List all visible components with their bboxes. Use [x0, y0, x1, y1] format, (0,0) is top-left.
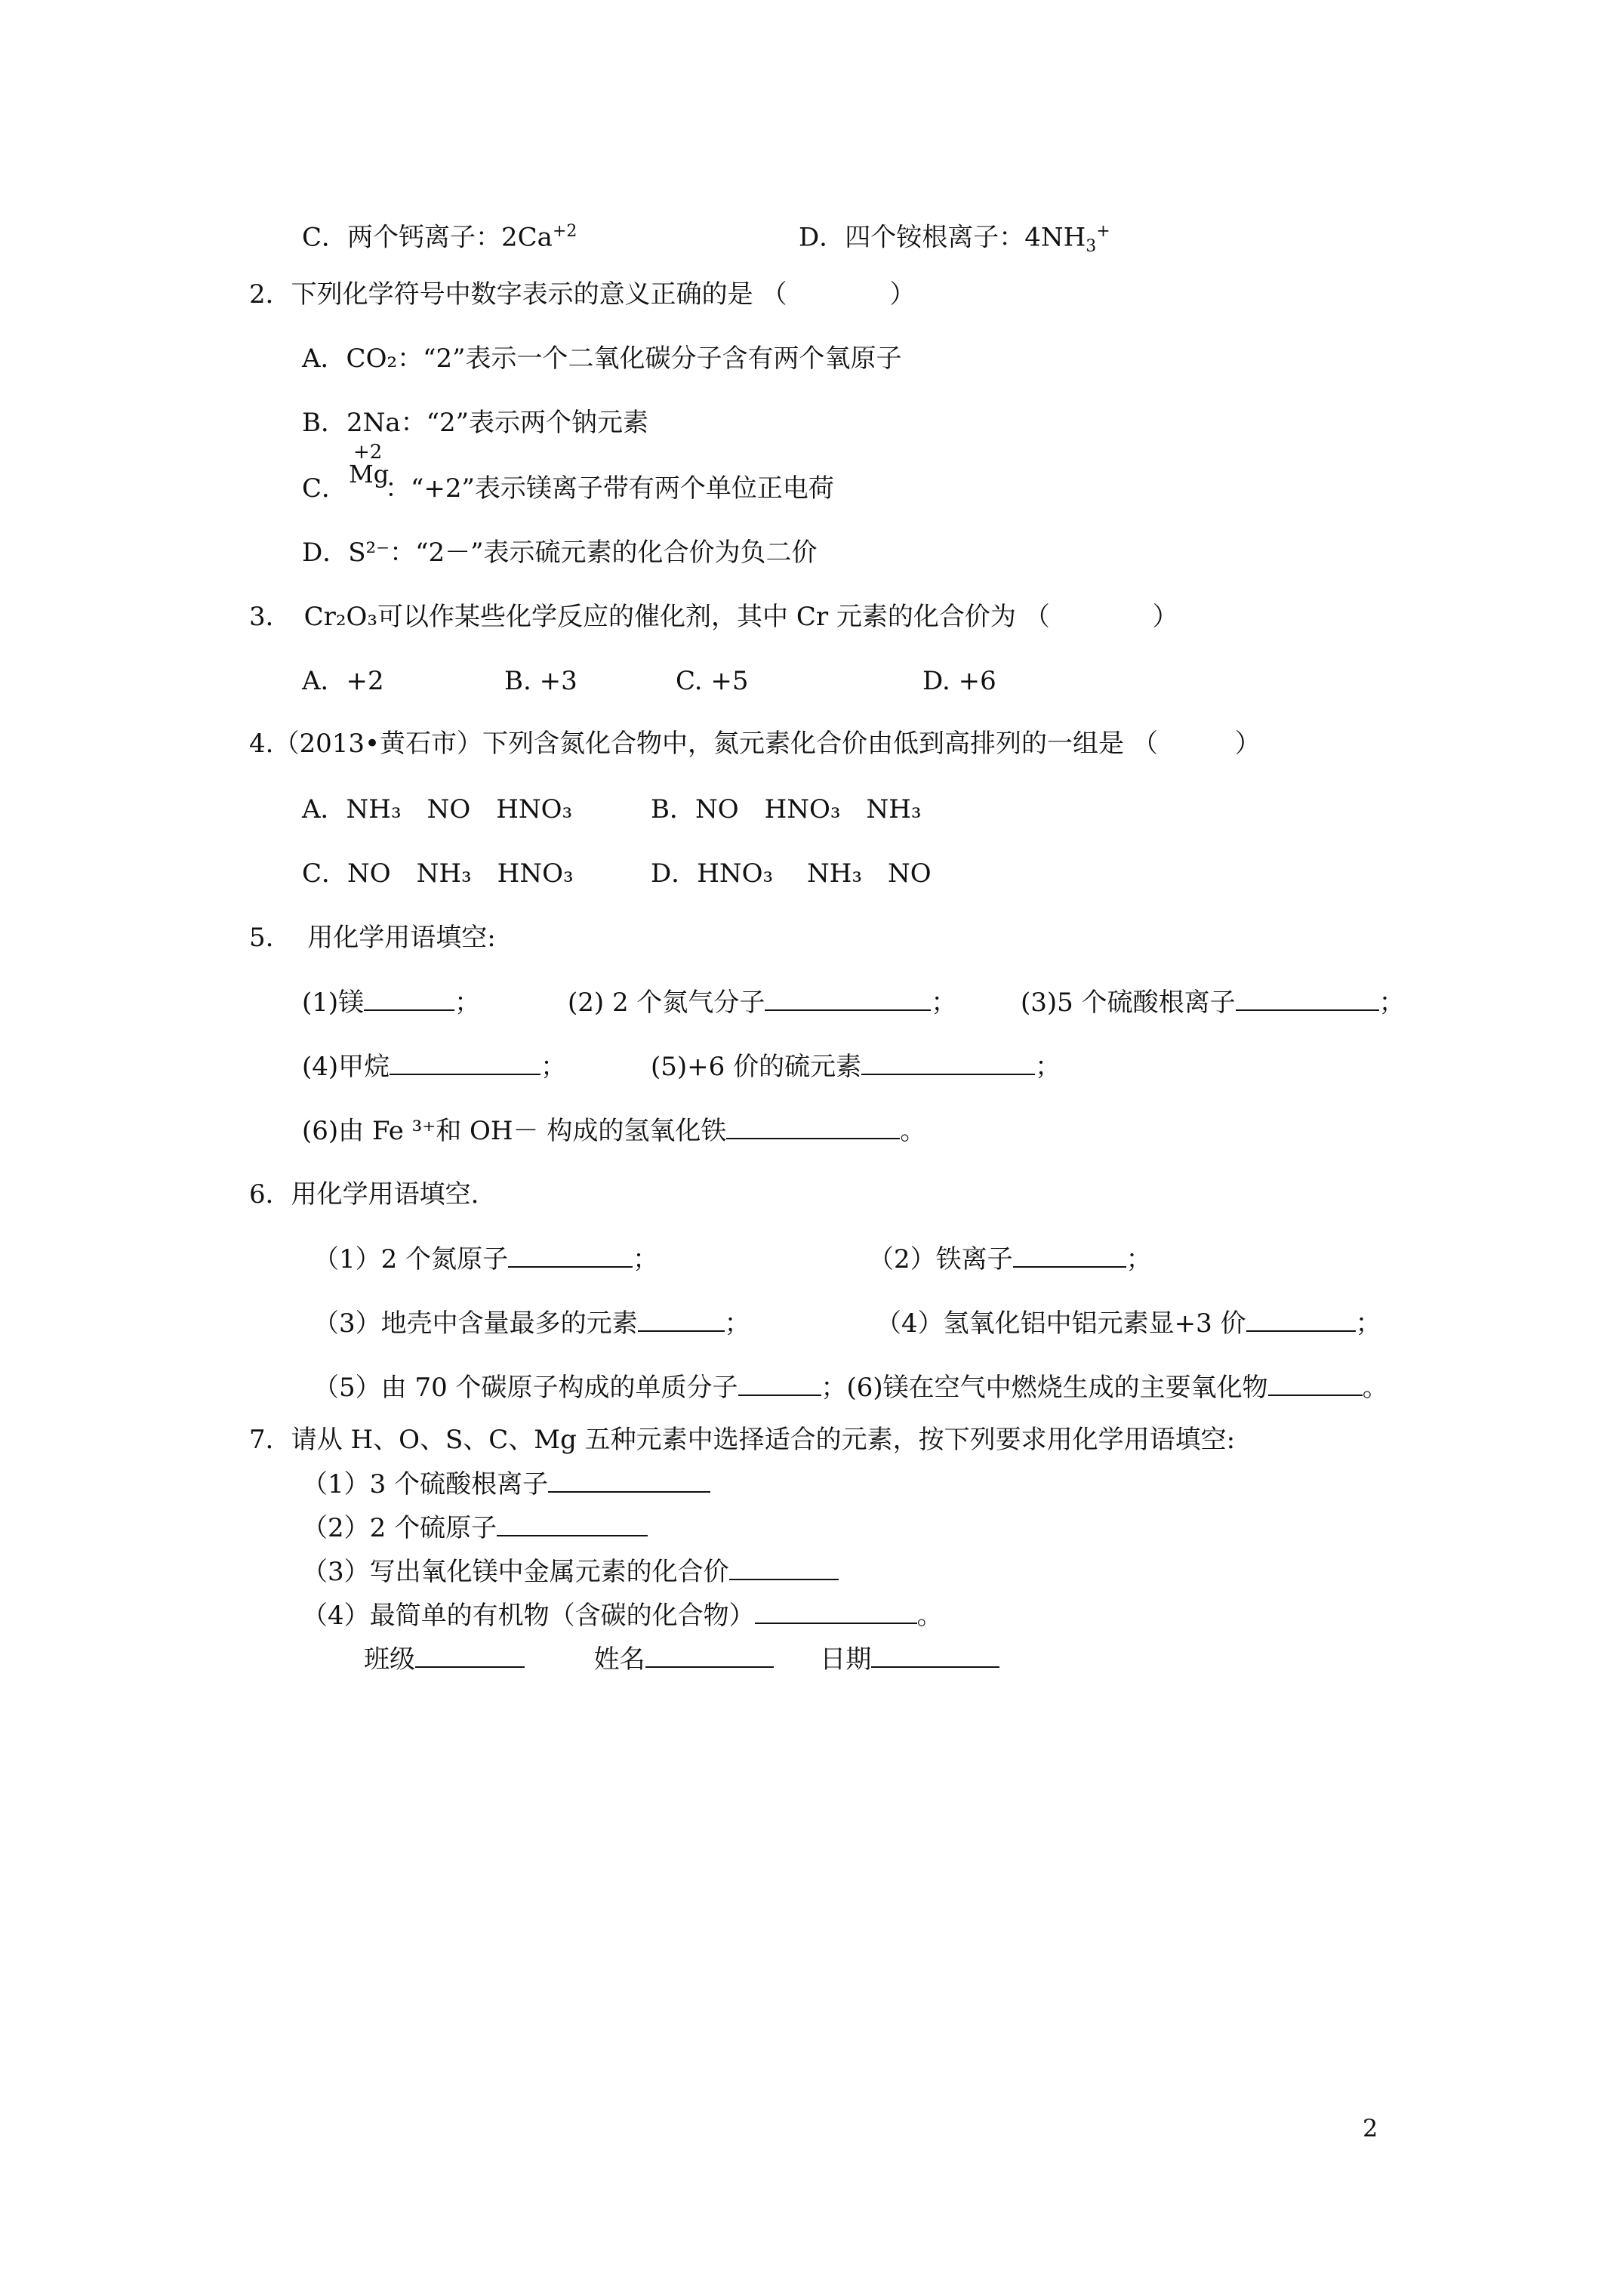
q5-item2-blank[interactable] [765, 987, 931, 1011]
q3-option-a: A．+2 [302, 666, 384, 696]
q5-row1 [302, 987, 480, 1018]
q5-end: 。 [900, 1116, 926, 1146]
q1-option-c-sup: +2 [552, 222, 577, 241]
q1-option-c-text: C．两个钙离子：2Ca [302, 222, 553, 253]
q6-row1-b [868, 1244, 1152, 1274]
q7-item2-label: （2）2 个硫原子 [302, 1513, 497, 1543]
q6-item1-label: （1）2 个氮原子 [313, 1244, 509, 1274]
q5-item2-label: (2) 2 个氮气分子 [568, 988, 765, 1018]
q6-sep: ； [1126, 1244, 1152, 1274]
q5-row3 [302, 1115, 925, 1146]
q6-item1-blank[interactable] [508, 1244, 633, 1268]
q5-item4-label: (4)甲烷 [302, 1052, 390, 1082]
q6-stem: 6．用化学用语填空. [249, 1179, 479, 1210]
q6-row2-b [876, 1308, 1381, 1339]
q4-option-c: C．NO NH₃ HNO₃ [302, 858, 574, 889]
q2-option-b: B．2Na：“2”表示两个钠元素 [302, 408, 649, 438]
q7-row2 [302, 1512, 648, 1543]
q6-item4-label: （4）氢氧化铝中铝元素显+3 价 [876, 1308, 1246, 1339]
q5-item5-label: (5)+6 价的硫元素 [651, 1052, 862, 1082]
q4-stem: 4.（2013•黄石市）下列含氮化合物中，氮元素化合价由低到高排列的一组是 （ ） [249, 729, 1261, 759]
class-label: 班级 [364, 1644, 415, 1675]
q1-option-c [302, 217, 577, 252]
q5-row1-c [1021, 987, 1405, 1018]
q5-item6-blank[interactable] [726, 1115, 900, 1139]
q7-row3 [302, 1556, 839, 1587]
q7-item3-blank[interactable] [729, 1556, 839, 1580]
name-label: 姓名 [593, 1644, 645, 1675]
date-blank[interactable] [871, 1644, 999, 1668]
page-number: 2 [1363, 2114, 1378, 2143]
name-blank[interactable] [645, 1644, 774, 1668]
q2-option-c-oxidation: +2 [353, 441, 383, 464]
q6-row3 [313, 1372, 1388, 1403]
q5-sep: ； [931, 988, 957, 1018]
q6-item3-label: （3）地壳中含量最多的元素 [313, 1308, 638, 1339]
q3-stem: 3． Cr₂O₃可以作某些化学反应的催化剂，其中 Cr 元素的化合价为 （ ） [249, 602, 1178, 632]
q1-option-d [799, 217, 1110, 262]
q6-end: 。 [1362, 1373, 1388, 1403]
q5-stem: 5. 用化学用语填空: [249, 923, 496, 953]
q7-item1-blank[interactable] [548, 1469, 710, 1493]
q5-row1-b [568, 987, 956, 1018]
q5-sep: ； [454, 988, 481, 1018]
q7-end: 。 [916, 1601, 943, 1631]
q5-item1-label: (1)镁 [302, 988, 365, 1018]
q2-option-a: A．CO₂：“2”表示一个二氧化碳分子含有两个氧原子 [302, 344, 902, 374]
q3-option-d: D. +6 [922, 666, 996, 696]
q5-item4-blank[interactable] [390, 1051, 540, 1075]
q6-sep: ； [821, 1373, 847, 1403]
q6-sep: ； [724, 1308, 750, 1339]
q2-option-c-prefix: C． [302, 473, 348, 504]
q6-sep: ； [633, 1244, 659, 1274]
q1-option-d-text: D．四个铵根离子：4NH [799, 222, 1086, 253]
q6-sep: ； [1355, 1308, 1381, 1339]
q6-item5-label: （5）由 70 个碳原子构成的单质分子 [313, 1373, 738, 1403]
q5-item6-label: (6)由 Fe ³⁺和 OH－ 构成的氢氧化铁 [302, 1116, 727, 1146]
q5-sep: ； [540, 1052, 567, 1082]
q2-option-c-symbol [349, 442, 389, 486]
q5-item1-blank[interactable] [364, 987, 454, 1011]
q6-item4-blank[interactable] [1246, 1308, 1356, 1332]
q7-stem: 7．请从 H、O、S、C、Mg 五种元素中选择适合的元素，按下列要求用化学用语填空: [249, 1425, 1236, 1455]
q6-item6-blank[interactable] [1268, 1372, 1363, 1396]
q6-item2-blank[interactable] [1013, 1244, 1126, 1268]
q2-option-c-element: Mg [349, 460, 390, 488]
q4-option-b: B．NO HNO₃ NH₃ [651, 794, 922, 824]
q7-row4 [302, 1600, 943, 1631]
q5-row2-b [651, 1051, 1061, 1082]
q1-option-d-sub: 3 [1086, 237, 1097, 257]
q1-option-d-sup: + [1096, 222, 1110, 241]
q4-option-a: A．NH₃ NO HNO₃ [302, 794, 573, 824]
q2-stem: 2．下列化学符号中数字表示的意义正确的是 （ ） [249, 279, 916, 310]
q7-row1 [302, 1469, 710, 1499]
q6-item5-blank[interactable] [738, 1372, 821, 1396]
q7-item2-blank[interactable] [497, 1512, 648, 1536]
footer-fields [364, 1644, 999, 1675]
q3-option-b: B. +3 [504, 666, 577, 696]
q5-row2 [302, 1051, 566, 1082]
q6-item2-label: （2）铁离子 [868, 1244, 1013, 1274]
q6-item3-blank[interactable] [638, 1308, 725, 1332]
q5-item3-label: (3)5 个硫酸根离子 [1021, 988, 1236, 1018]
q3-option-c: C. +5 [676, 666, 749, 696]
q5-item5-blank[interactable] [861, 1051, 1035, 1075]
q5-item3-blank[interactable] [1236, 987, 1379, 1011]
q4-option-d: D．HNO₃ NH₃ NO [651, 858, 932, 889]
q2-option-d: D．S²⁻：“2－”表示硫元素的化合价为负二价 [302, 538, 818, 568]
q6-item6-label: (6)镁在空气中燃烧生成的主要氧化物 [846, 1373, 1268, 1403]
q7-item3-label: （3）写出氧化镁中金属元素的化合价 [302, 1557, 729, 1587]
q7-item4-label: （4）最简单的有机物（含碳的化合物） [302, 1601, 755, 1631]
q7-item1-label: （1）3 个硫酸根离子 [302, 1469, 549, 1499]
q7-item4-blank[interactable] [755, 1600, 917, 1624]
q5-sep: ； [1035, 1052, 1061, 1082]
q5-sep: ； [1378, 988, 1405, 1018]
q2-option-c-text: ：“+2”表示镁离子带有两个单位正电荷 [385, 473, 834, 504]
q6-row2 [313, 1308, 750, 1339]
date-label: 日期 [820, 1644, 872, 1675]
q6-row1 [313, 1244, 658, 1274]
class-blank[interactable] [415, 1644, 525, 1668]
